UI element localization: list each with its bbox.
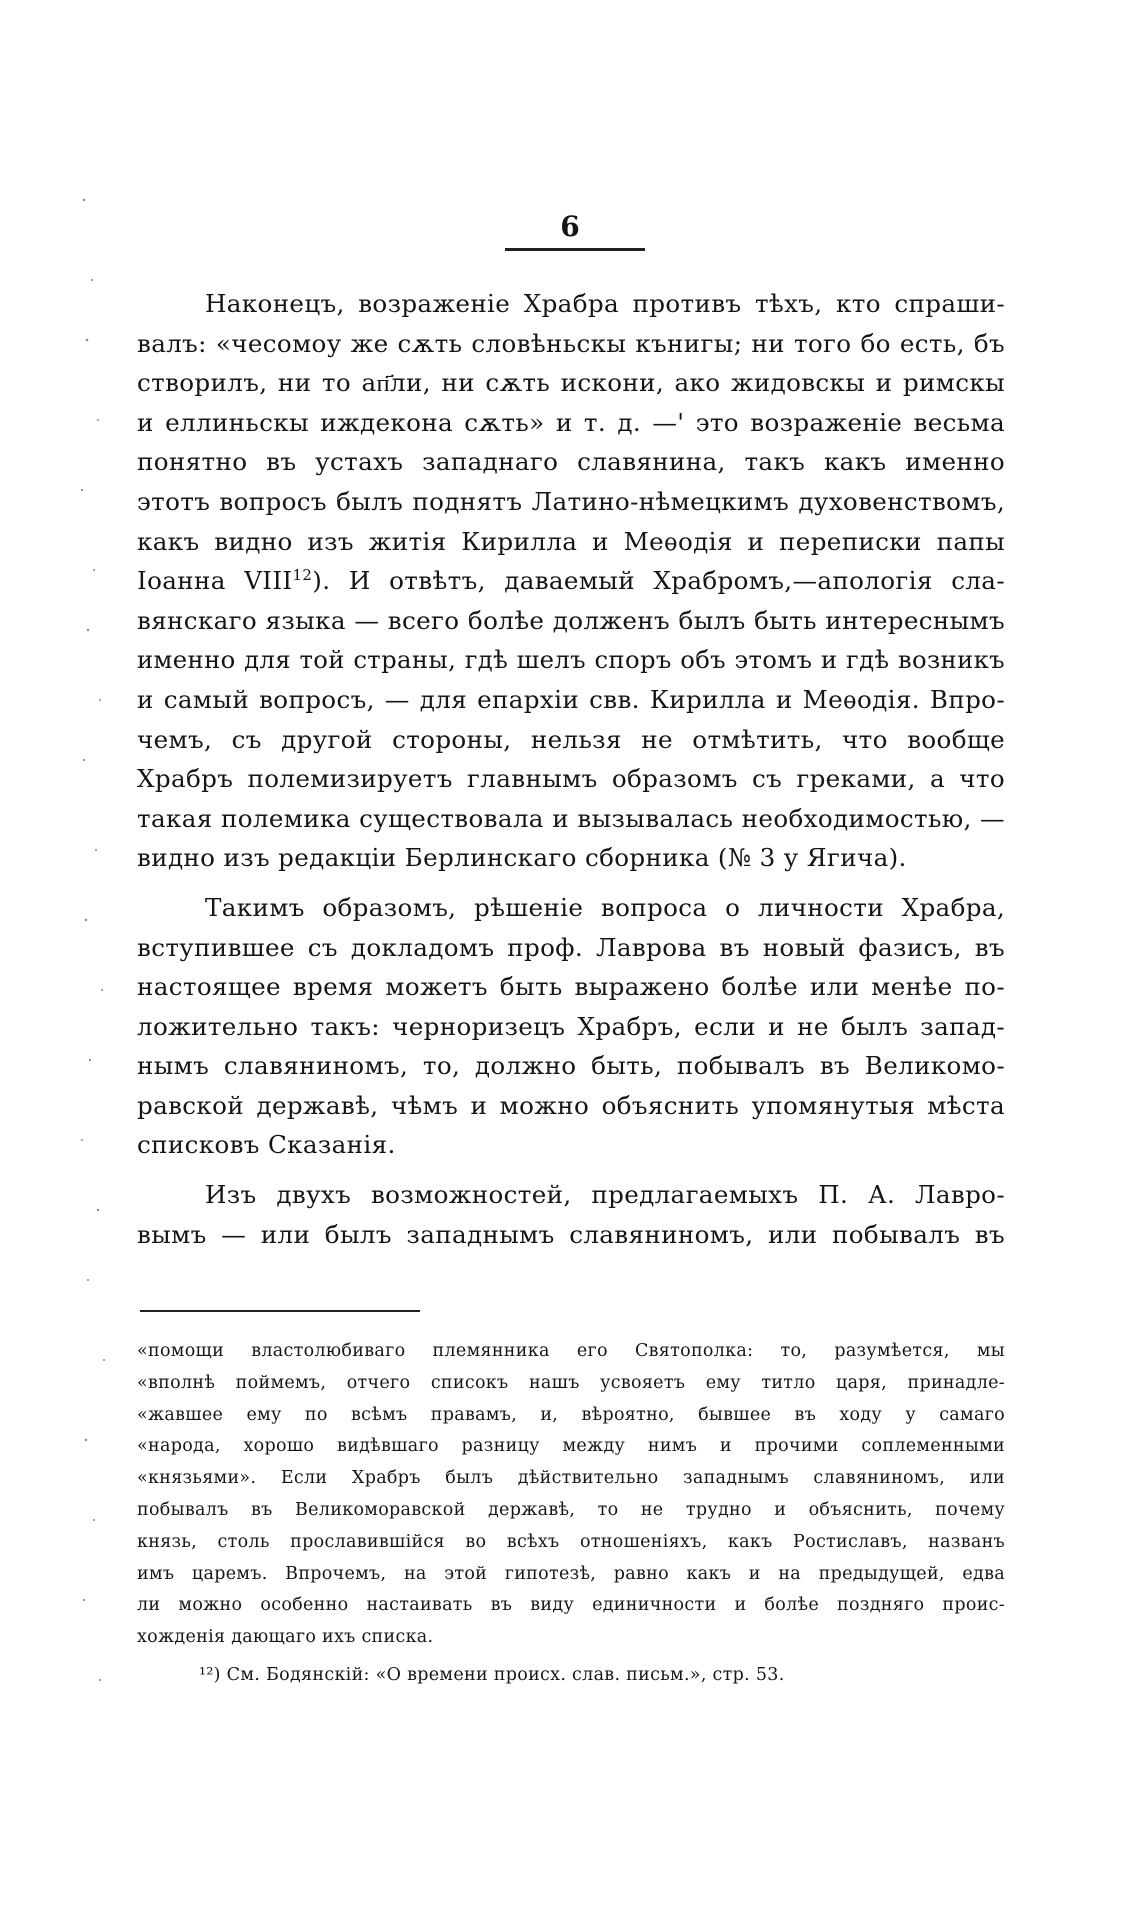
text-line: такая полемика существовала и вызывалась необходимостью, — xyxy=(137,803,1005,833)
text-line: Наконецъ, возраженіе Храбра противъ тѣхъ, кто спраши- xyxy=(205,289,1005,318)
page-number: 6 xyxy=(560,210,580,243)
header-rule xyxy=(505,248,645,251)
text-line: чемъ, съ другой стороны, нельзя не отмѣтить, что вообще xyxy=(137,724,1005,754)
footnote-line: «помощи властолюбиваго племянника его Святополка: то, разумѣется, мы xyxy=(137,1341,1005,1361)
scan-margin-noise xyxy=(78,160,138,1760)
paragraph-gap xyxy=(137,1165,1005,1175)
text-line: видно изъ редакціи Берлинскаго сборника (№ 3 у Ягича). xyxy=(137,843,907,873)
text-line: равской державѣ, чѣмъ и можно объяснить упомянутыя мѣста xyxy=(137,1090,1005,1120)
text-line xyxy=(137,561,1005,601)
footnote-line: побывалъ въ Великоморавской державѣ, то не трудно и объяснить, почему xyxy=(137,1499,1005,1520)
text-line: какъ видно изъ житія Кирилла и Меѳодія и переписки папы xyxy=(137,526,1005,556)
paragraph-gap xyxy=(137,878,1005,888)
text-line: нымъ славяниномъ, то, должно быть, побывалъ въ Великомо- xyxy=(137,1051,1005,1081)
footnote-text: См. Бодянскій: «О времени происх. слав. письм.», стр. 53. xyxy=(226,1664,785,1685)
text-line: настоящее время можетъ быть выражено болѣе или менѣе по- xyxy=(137,972,1005,1002)
text-line: валъ: «чесомоу же сѫть словѣньскы кънигы; ни того бо есть, бъ xyxy=(137,328,1005,358)
footnotes xyxy=(137,1336,1005,1692)
text-line: этотъ вопросъ былъ поднятъ Латино-нѣмецкимъ духовенствомъ, xyxy=(137,486,1005,516)
text-line: створилъ, ни то ап҃ли, ни сѫть искони, ако жидовскы и римскы xyxy=(137,368,1005,398)
text-line: вступившее съ докладомъ проф. Лаврова въ новый фазисъ, въ xyxy=(137,932,1005,962)
text-line: понятно въ устахъ западнаго славянина, такъ какъ именно xyxy=(137,447,1005,477)
footnote-line: «князьями». Если Храбръ былъ дѣйствительно западнымъ славяниномъ, или xyxy=(137,1468,1005,1489)
footnote-rule xyxy=(140,1310,420,1312)
footnote-line: «вполнѣ поймемъ, отчего списокъ нашъ усвояетъ ему титло царя, принадле- xyxy=(137,1372,1005,1393)
footnote-marker: ¹²) xyxy=(199,1664,221,1685)
footnote-line: хожденія дающаго ихъ списка. xyxy=(137,1627,434,1648)
text-line: списковъ Сказанія. xyxy=(137,1130,396,1160)
footnote-line: князь, столь прославившійся во всѣхъ отношеніяхъ, какъ Ростиславъ, названъ xyxy=(137,1531,1005,1552)
footnote-line: «жавшее ему по всѣмъ правамъ, и, вѣроятно, бывшее въ ходу у самаго xyxy=(137,1404,1005,1425)
footnote-line: ли можно особенно настаивать въ виду единичности и болѣе поздняго проис- xyxy=(137,1595,1005,1616)
text-line: Такимъ образомъ, рѣшеніе вопроса о личности Храбра, xyxy=(205,892,1005,922)
footnote-line: имъ царемъ. Впрочемъ, на этой гипотезѣ, равно какъ и на предыдущей, едва xyxy=(137,1563,1005,1584)
text-fragment: Іоанна VIII xyxy=(137,566,293,596)
text-line: и самый вопросъ, — для епархіи свв. Кирилла и Меѳодія. Впро- xyxy=(137,684,1005,714)
footnote-line: «народа, хорошо видѣвшаго разницу между нимъ и прочими соплеменными xyxy=(137,1436,1005,1457)
text-line: Храбръ полемизируетъ главнымъ образомъ съ греками, а что xyxy=(137,764,1005,794)
text-line: ложительно такъ: черноризецъ Храбръ, если и не былъ запад- xyxy=(137,1011,1005,1041)
text-line: вымъ — или былъ западнымъ славяниномъ, или побывалъ въ xyxy=(137,1219,1005,1249)
footnote-ref: 12 xyxy=(292,565,313,584)
main-text xyxy=(137,284,1005,1254)
text-line: и еллиньскы иждекона сѫть» и т. д. —' это возраженіе весьма xyxy=(137,407,1005,437)
footnote-12 xyxy=(137,1660,1005,1692)
text-fragment: ). И отвѣтъ, даваемый Храбромъ,—апологія сла- xyxy=(312,566,1005,596)
text-line: Изъ двухъ возможностей, предлагаемыхъ П. А. Лавро- xyxy=(205,1180,1005,1210)
text-line: вянскаго языка — всего болѣе долженъ былъ быть интереснымъ xyxy=(137,605,1005,635)
text-line: именно для той страны, гдѣ шелъ споръ объ этомъ и гдѣ возникъ xyxy=(137,645,1005,675)
